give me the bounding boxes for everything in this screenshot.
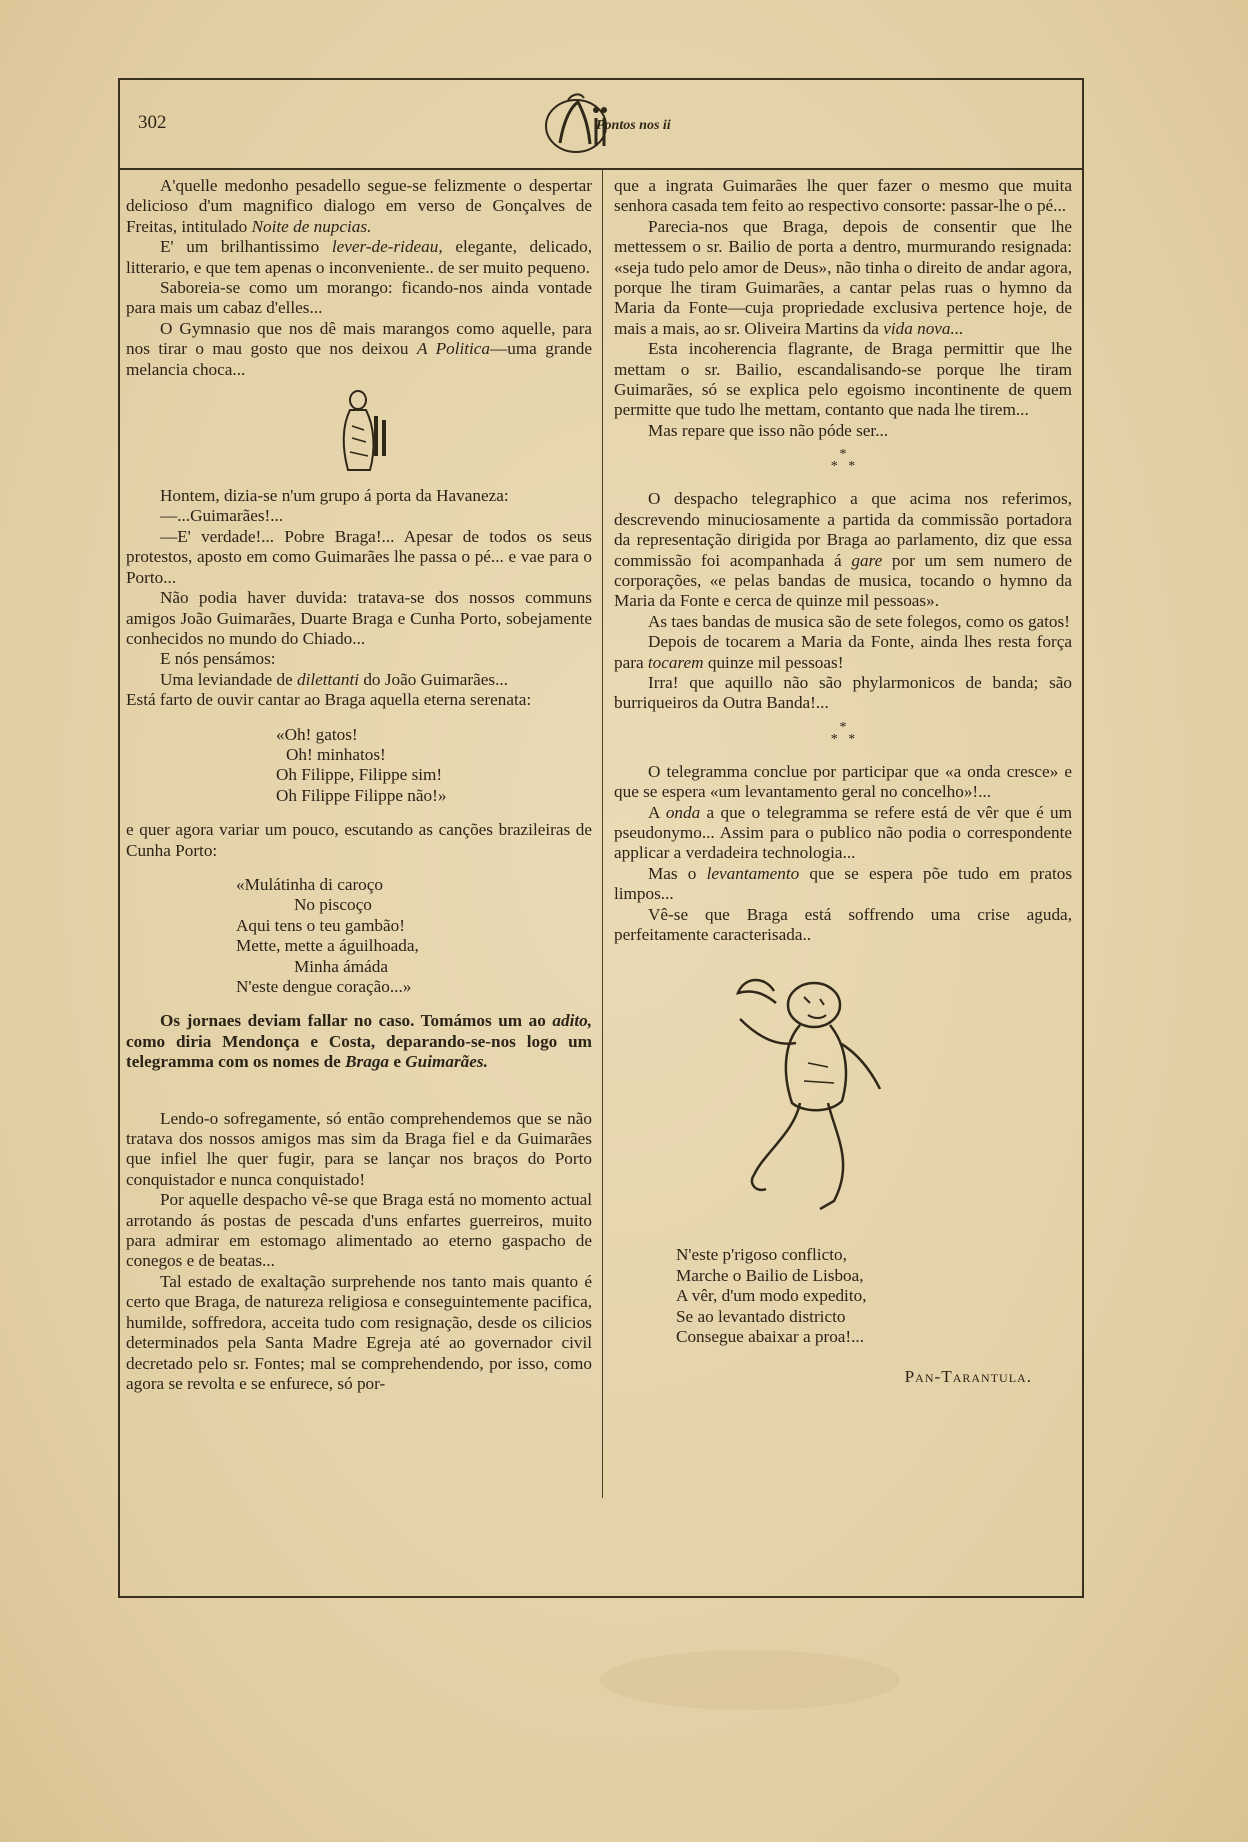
- right-paragraph: Depois de tocarem a Maria da Fonte, ainda lhes resta força para tocarem quinze mil pessoas!: [614, 632, 1072, 672]
- right-column: [614, 176, 1072, 1388]
- right-paragraph: Esta incoherencia flagrante, de Braga permittir que lhe mettam o sr. Bailio, escandalisando-se porque lhe tiram Guimarães, só se explica pelo egoismo incontinente de quem permitte que tudo lhe mettam, contanto que nada lhe tirem...: [614, 339, 1072, 420]
- left-paragraph: E' um brilhantissimo lever-de-rideau, elegante, delicado, litterario, e que tem apenas o inconveniente.. de ser muito pequeno.: [126, 237, 593, 277]
- left-paragraph: Por aquelle despacho vê-se que Braga está no momento actual arrotando ás postas de pescada d'uns enfartes guerreiros, muito para admirar em estomago alimentado ao eterno gaspacho de conegos e de beatas...: [126, 1190, 592, 1271]
- left-paragraph: A'quelle medonho pesadello segue-se felizmente o despertar delicioso d'um magnifico dialogo em verso de Gonçalves de Freitas, intitulado Noite de nupcias.: [126, 176, 592, 236]
- page-frame: [118, 78, 1084, 1598]
- left-paragraph: Saboreia-se como um morango: ficando-nos ainda vontade para mais um cabaz d'elles...: [126, 278, 592, 318]
- left-paragraph: —E' verdade!... Pobre Braga!... Apesar de todos os seus protestos, aposto em como Guimarães lhe passa o pé... e vae para o Porto...: [126, 526, 592, 587]
- left-paragraph: Uma leviandade de dilettanti do João Guimarães...: [160, 669, 508, 689]
- left-paragraph: Não podia haver duvida: tratava-se dos nossos communs amigos João Guimarães, Duarte Braga e Cunha Porto, sobejamente conhecidos no mundo do Chiado...: [126, 588, 592, 648]
- page-header: [120, 80, 1082, 170]
- verse-gatos: «Oh! gatos! Oh! minhatos! Oh Filippe, Filippe sim! Oh Filippe Filippe não!»: [276, 724, 447, 805]
- right-paragraph: que a ingrata Guimarães lhe quer fazer o mesmo que muita senhora casada tem feito ao respectivo consorte: passar-lhe o pé...: [614, 176, 1072, 216]
- right-paragraph: A onda a que o telegramma se refere está de vêr que é um pseudonymo... Assim para o publico não podia o correspondente applicar a verdadeira technologia...: [614, 802, 1073, 863]
- asterism-divider: * * *: [830, 447, 856, 475]
- right-paragraph: Vê-se que Braga está soffrendo uma crise aguda, perfeitamente caracterisada..: [614, 904, 1072, 944]
- left-paragraph: O Gymnasio que nos dê mais marangos como aquelle, para nos tirar o mau gosto que nos deixou A Politica—uma grande melancia choca...: [126, 318, 593, 379]
- left-paragraph: Os jornaes deviam fallar no caso. Tomámos um ao adito, como diria Mendonça e Costa, deparando-se-nos logo um telegramma com os nomes de Braga e Guimarães.: [126, 1011, 593, 1072]
- right-paragraph: Parecia-nos que Braga, depois de consentir que lhe mettessem o sr. Bailio de porta a dentro, murmurando resignada: «seja tudo pelo amor de Deus», não tinha o direito de andar agora, porque lhe tiram Guimarães, a cantar pelas ruas o hymno da Maria da Fonte—cuja propriedade exclusiva pertence hoje, de mais a mais, ao sr. Oliveira Martins da vida nova...: [614, 216, 1072, 338]
- dancing-figure-illustration-icon: [704, 963, 914, 1233]
- page-number: 302: [138, 112, 167, 133]
- left-paragraph: Tal estado de exaltação surprehende nos tanto mais quanto é certo que Braga, de natureza religiosa e conseguintemente pacifica, humilde, soffredora, acceita tudo com resignação, desde os cilicios determinados pela Santa Madre Egreja até ao governador civil decretado pelo sr. Fontes; mal se comprehendendo, por isso, como agora se revolta e se enfurece, só por-: [126, 1271, 592, 1393]
- left-column: [126, 176, 592, 1394]
- right-paragraph: O telegramma conclue por participar que «a onda cresce» e que se espera «um levantamento geral no concelho»!...: [614, 761, 1072, 802]
- right-paragraph: Mas repare que isso não póde ser...: [648, 420, 889, 440]
- left-paragraph: Hontem, dizia-se n'um grupo á porta da Havaneza:: [160, 486, 509, 506]
- left-paragraph: Está farto de ouvir cantar ao Braga aquella eterna serenata:: [126, 690, 532, 710]
- right-paragraph: As taes bandas de musica são de sete folegos, como os gatos!: [648, 611, 1070, 631]
- right-paragraph: O despacho telegraphico a que acima nos referimos, descrevendo minuciosamente a partida da commissão portadora da representação dirigida por Braga ao parlamento, diz que essa commissão foi acompanhada á gare por um sem numero de corporações, «e pelas bandas de musica, tocando o hymno da Maria da Fonte e cerca de quinze mil pessoas».: [614, 489, 1072, 611]
- left-paragraph: —...Guimarães!...: [160, 506, 284, 526]
- left-paragraph: Lendo-o sofregamente, só então comprehendemos que se não tratava dos nossos amigos mas sim da Braga fiel e da Guimarães que infiel lhe quer fugir, para se lançar nos braços do Porto conquistador e nunca conquistado!: [126, 1108, 592, 1189]
- author-signature: Pan-Tarantula.: [904, 1367, 1032, 1387]
- closing-stanza: N'este p'rigoso conflicto, Marche o Bailio de Lisboa, A vêr, d'um modo expedito, Se ao levantado districto Consegue abaixar a proa!...: [676, 1245, 867, 1347]
- right-paragraph: Mas o levantamento que se espera põe tudo em pratos limpos...: [614, 863, 1073, 904]
- verse-mulatinha: «Mulátinha di caroço No piscoço Aqui tens o teu gambão! Mette, mette a águilhoada, Minha ámáda N'este dengue coração...»: [236, 874, 419, 996]
- left-paragraph: E nós pensámos:: [160, 649, 276, 669]
- paper-stain: [600, 1650, 900, 1710]
- column-divider: [602, 168, 603, 1498]
- masthead-logo: [538, 88, 688, 158]
- masthead-title: Pontos nos ii: [596, 118, 671, 133]
- left-paragraph: e quer agora variar um pouco, escutando as canções brazileiras de Cunha Porto:: [126, 820, 592, 860]
- right-paragraph: Irra! que aquillo não são phylarmonicos de banda; são burriqueiros da Outra Banda!...: [614, 672, 1072, 713]
- asterism-divider: * * *: [830, 719, 856, 747]
- small-figure-illustration-icon: [324, 386, 394, 478]
